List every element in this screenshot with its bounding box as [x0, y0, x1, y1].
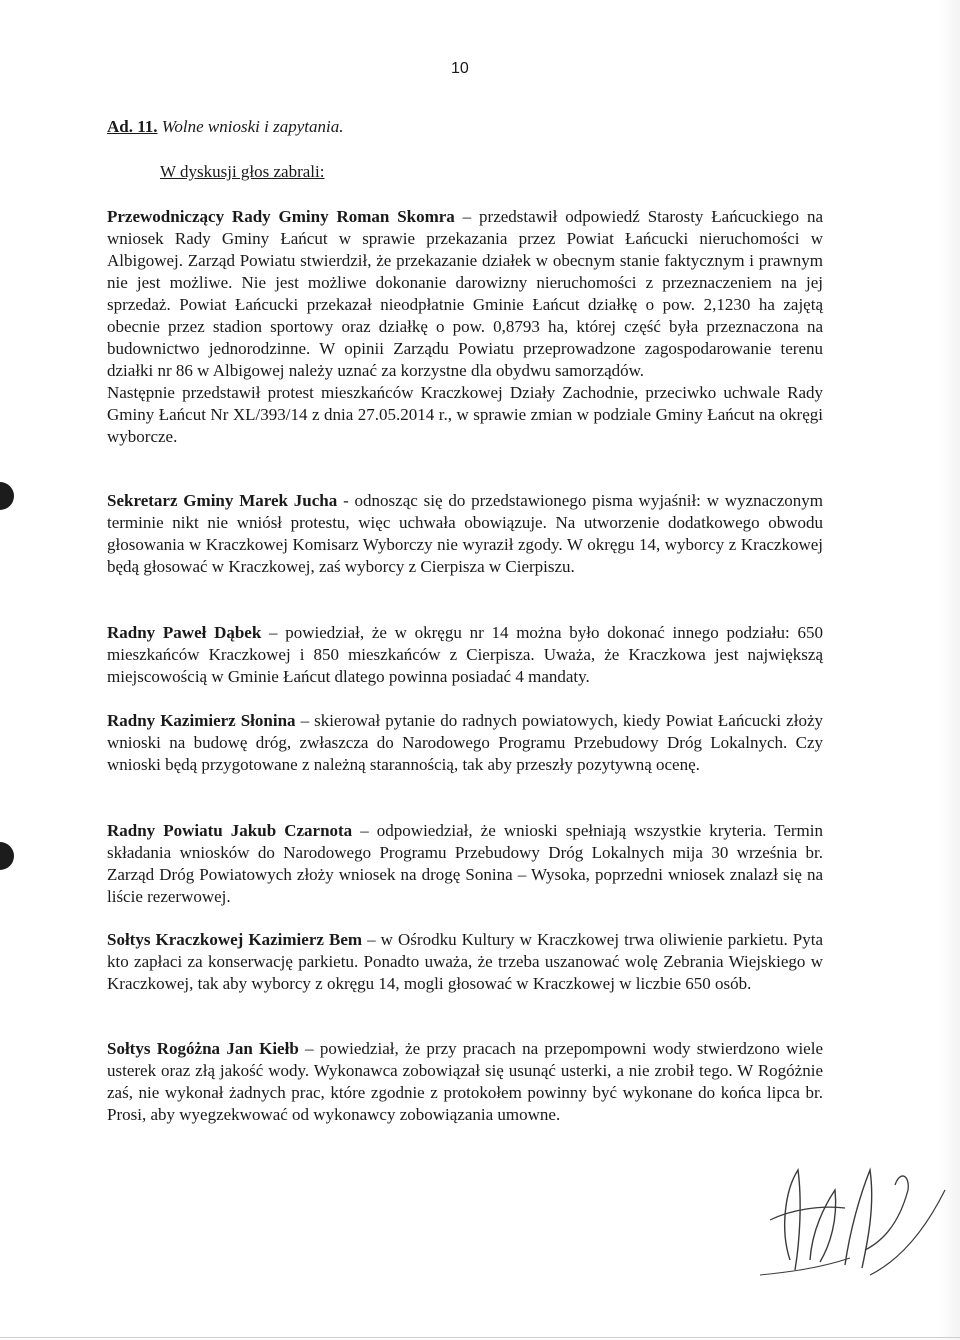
scan-right-edge [938, 0, 960, 1340]
speaker-name: Sołtys Kraczkowej Kazimierz Bem [107, 930, 363, 949]
scan-bottom-edge [0, 1337, 960, 1338]
discussion-label: W dyskusji głos zabrali: [160, 162, 325, 181]
paragraph-text: - odnosząc się do przedstawionego pisma wyjaśnił: w wyznaczonym terminie nikt nie wniósł protestu, więc uchwała obowiązuje. Na utworzenie dodatkowego obwodu głosowania w Kraczkowej Komisarz Wyborczy nie wyraził zgody. W okręgu 14, wyborcy z Kraczkowej będą głosować w Kraczkowej, zaś wyborcy z Cierpisza w Cierpiszu. [107, 491, 823, 576]
paragraph-sekretarz [107, 490, 823, 578]
speaker-name: Radny Kazimierz Słonina [107, 711, 296, 730]
speaker-name: Radny Paweł Dąbek [107, 623, 262, 642]
section-number: Ad. 11. [107, 117, 158, 136]
section-topic: Wolne wnioski i zapytania. [157, 117, 344, 136]
punch-hole-bottom [0, 842, 14, 870]
speaker-name: Radny Powiatu Jakub Czarnota [107, 821, 353, 840]
paragraph-dabek [107, 622, 823, 688]
paragraph-text: – powiedział, że przy pracach na przepompowni wody stwierdzono wiele usterek oraz złą jakość wody. Wykonawca zobowiązał się usunąć usterki, a nie zrobił tego. W Rogóżnie zaś, nie wykonał żadnych prac, które zgodnie z protokołem powinny być wykonane do końca lipca br. Prosi, aby wyegzekwować od wykonawcy zobowiązania umowne. [107, 1039, 823, 1124]
paragraph-bem [107, 929, 823, 995]
paragraph-text: – w Ośrodku Kultury w Kraczkowej trwa oliwienie parkietu. Pyta kto zapłaci za konserwację parkietu. Ponadto uważa, że trzeba uszanować wolę Zebrania Wiejskiego w Kraczkowej, tak aby wyborcy z okręgu 14, mogli głosować w Kraczkowej w liczbie 650 osób. [107, 930, 824, 993]
paragraph-kielb [107, 1038, 823, 1126]
paragraph-przewodniczacy [107, 206, 823, 448]
speaker-name: Sołtys Rogóżna Jan Kiełb [107, 1039, 299, 1058]
paragraph-text: – odpowiedział, że wnioski spełniają wszystkie kryteria. Termin składania wniosków do Narodowego Programu Przebudowy Dróg Lokalnych mija 30 września br. Zarząd Dróg Powiatowych złoży wniosek na drogę Sonina – Wysoka, poprzedni wniosek znalazł się na liście rezerwowej. [107, 821, 823, 906]
paragraph-czarnota [107, 820, 823, 908]
speaker-name: Sekretarz Gminy Marek Jucha [107, 491, 338, 510]
paragraph-continuation: Następnie przedstawił protest mieszkańców Kraczkowej Działy Zachodnie, przeciwko uchwale Rady Gminy Łańcut Nr XL/393/14 z dnia 27.05.2014 r., w sprawie zmian w podziale Gminy Łańcut na okręgi wyborcze. [107, 383, 823, 446]
paragraph-text: – przedstawił odpowiedź Starosty Łańcuckiego na wniosek Rady Gminy Łańcut w sprawie przekazania przez Powiat Łańcucki nieruchomości w Albigowej. Zarząd Powiatu stwierdził, że przekazanie działek w obecnym stanie faktycznym i prawnym nie jest możliwe. Nie jest możliwe dokonanie darowizny nieruchomości z przeznaczeniem na jej sprzedaż. Powiat Łańcucki przekazał nieodpłatnie Gminie Łańcut działkę o pow. 2,1230 ha zajętą obecnie przez stadion sportowy oraz działkę o pow. 0,8793 ha, której część była przeznaczona na budownictwo jednorodzinne. W opinii Zarządu Powiatu przeprowadzone zagospodarowanie terenu działki nr 86 w Albigowej należy uznać za korzystne dla obydwu samorządów. [107, 207, 823, 380]
paragraph-text: – skierował pytanie do radnych powiatowych, kiedy Powiat Łańcucki złoży wnioski na budowę dróg, zwłaszcza do Narodowego Programu Przebudowy Dróg Lokalnych. Czy wnioski będą przygotowane z należną starannością, tak aby przeszły pozytywną ocenę. [107, 711, 823, 774]
punch-hole-top [0, 482, 14, 510]
handwritten-signature [750, 1150, 950, 1290]
paragraph-text: – powiedział, że w okręgu nr 14 można było dokonać innego podziału: 650 mieszkańców Kraczkowej i 850 mieszkańców z Cierpisza. Uważa, że Kraczkowa jest największą miejscowością w Gminie Łańcut dlatego powinna posiadać 4 mandaty. [107, 623, 823, 686]
page-number: 10 [451, 60, 469, 77]
section-heading [107, 117, 343, 137]
paragraph-slonina [107, 710, 823, 776]
speaker-name: Przewodniczący Rady Gminy Roman Skomra [107, 207, 455, 226]
